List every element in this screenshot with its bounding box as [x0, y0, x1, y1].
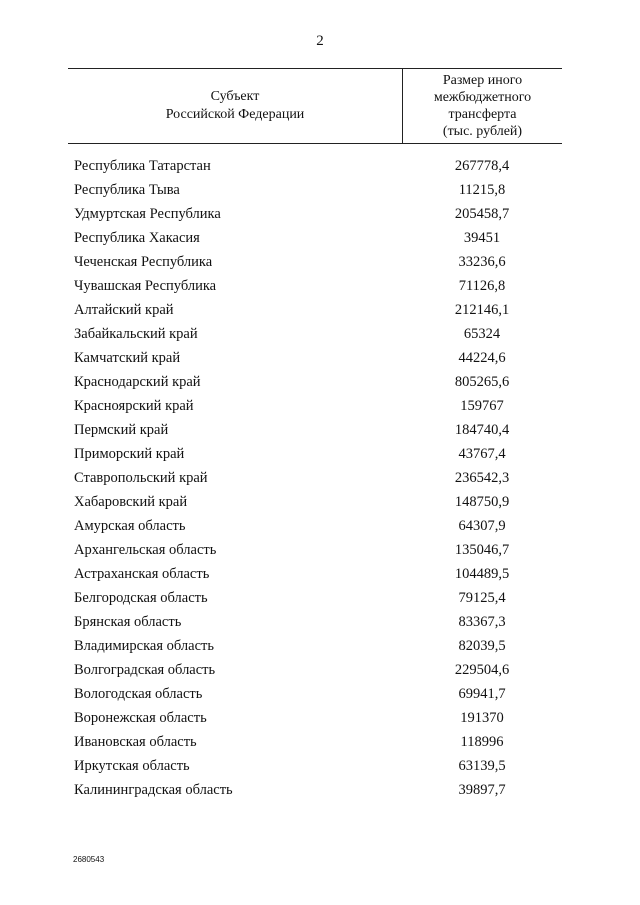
- transfer-amount: 43767,4: [458, 445, 506, 462]
- region-name: Ставропольский край: [74, 469, 208, 486]
- transfer-amount: 118996: [460, 733, 504, 750]
- region-name: Иркутская область: [74, 757, 190, 774]
- table-row: [68, 466, 562, 490]
- table-row: [68, 778, 562, 802]
- region-name: Красноярский край: [74, 397, 194, 414]
- page-number: 2: [316, 33, 324, 49]
- table-row: [68, 682, 562, 706]
- transfer-amount: 159767: [460, 397, 504, 414]
- region-name: Белгородская область: [74, 589, 208, 606]
- table-row: [68, 322, 562, 346]
- region-name: Брянская область: [74, 613, 182, 630]
- transfer-amount: 63139,5: [458, 757, 506, 774]
- table-row: [68, 730, 562, 754]
- region-name: Республика Хакасия: [74, 229, 200, 246]
- transfer-amount: 69941,7: [458, 685, 506, 702]
- table-row: [68, 154, 562, 178]
- region-name: Астраханская область: [74, 565, 210, 582]
- region-name: Забайкальский край: [74, 325, 198, 342]
- transfer-amount: 191370: [460, 709, 504, 726]
- table-row: [68, 658, 562, 682]
- header-subject: [68, 69, 403, 143]
- region-name: Волгоградская область: [74, 661, 216, 678]
- table-row: [68, 178, 562, 202]
- region-name: Архангельская область: [74, 541, 217, 558]
- region-name: Алтайский край: [74, 301, 174, 318]
- table-row: [68, 202, 562, 226]
- header-amount-line: Размер иного: [442, 73, 523, 88]
- transfer-amount: 39451: [463, 229, 501, 246]
- table-row: [68, 346, 562, 370]
- document-code: 2680543: [73, 855, 105, 864]
- transfer-amount: 236542,3: [454, 469, 510, 486]
- transfer-amount: 71126,8: [458, 277, 506, 294]
- region-name: Удмуртская Республика: [74, 205, 221, 222]
- table-row: [68, 274, 562, 298]
- table-row: [68, 442, 562, 466]
- transfer-amount: 64307,9: [458, 517, 506, 534]
- transfer-amount: 11215,8: [458, 181, 506, 198]
- region-name: Пермский край: [74, 421, 169, 438]
- header-amount-line: (тыс. рублей): [442, 124, 523, 139]
- region-name: Хабаровский край: [74, 493, 188, 510]
- table-body: [68, 154, 562, 802]
- region-name: Калининградская область: [74, 781, 233, 798]
- table-row: [68, 250, 562, 274]
- region-name: Воронежская область: [74, 709, 207, 726]
- header-subject-line: Российской Федерации: [165, 107, 305, 122]
- table-row: [68, 490, 562, 514]
- region-name: Амурская область: [74, 517, 186, 534]
- region-name: Республика Тыва: [74, 181, 180, 198]
- transfer-amount: 184740,4: [454, 421, 510, 438]
- header-subject-line: Субъект: [210, 89, 260, 104]
- transfer-amount: 83367,3: [458, 613, 506, 630]
- region-name: Краснодарский край: [74, 373, 201, 390]
- header-amount-line: трансферта: [448, 107, 517, 122]
- table-row: [68, 538, 562, 562]
- transfer-amount: 205458,7: [454, 205, 510, 222]
- table-row: [68, 226, 562, 250]
- transfer-amount: 79125,4: [458, 589, 506, 606]
- table-row: [68, 586, 562, 610]
- table-row: [68, 562, 562, 586]
- table-row: [68, 394, 562, 418]
- transfer-amount: 82039,5: [458, 637, 506, 654]
- region-name: Чеченская Республика: [74, 253, 213, 270]
- table-row: [68, 706, 562, 730]
- transfer-amount: 39897,7: [458, 781, 506, 798]
- transfer-amount: 212146,1: [454, 301, 510, 318]
- region-name: Приморский край: [74, 445, 185, 462]
- table-row: [68, 754, 562, 778]
- region-name: Камчатский край: [74, 349, 181, 366]
- region-name: Владимирская область: [74, 637, 214, 654]
- region-name: Вологодская область: [74, 685, 203, 702]
- region-name: Республика Татарстан: [74, 157, 211, 174]
- transfer-table: [68, 68, 562, 802]
- transfer-amount: 44224,6: [458, 349, 506, 366]
- region-name: Ивановская область: [74, 733, 197, 750]
- transfer-amount: 148750,9: [454, 493, 510, 510]
- transfer-amount: 135046,7: [454, 541, 510, 558]
- transfer-amount: 805265,6: [454, 373, 510, 390]
- transfer-amount: 65324: [463, 325, 501, 342]
- region-name: Чувашская Республика: [74, 277, 217, 294]
- table-header: [68, 68, 562, 144]
- table-row: [68, 298, 562, 322]
- table-row: [68, 634, 562, 658]
- transfer-amount: 33236,6: [458, 253, 506, 270]
- transfer-amount: 104489,5: [454, 565, 510, 582]
- table-row: [68, 418, 562, 442]
- transfer-amount: 229504,6: [454, 661, 510, 678]
- transfer-amount: 267778,4: [454, 157, 510, 174]
- table-row: [68, 514, 562, 538]
- table-row: [68, 370, 562, 394]
- header-amount: [403, 69, 562, 143]
- header-amount-line: межбюджетного: [433, 90, 532, 105]
- table-row: [68, 610, 562, 634]
